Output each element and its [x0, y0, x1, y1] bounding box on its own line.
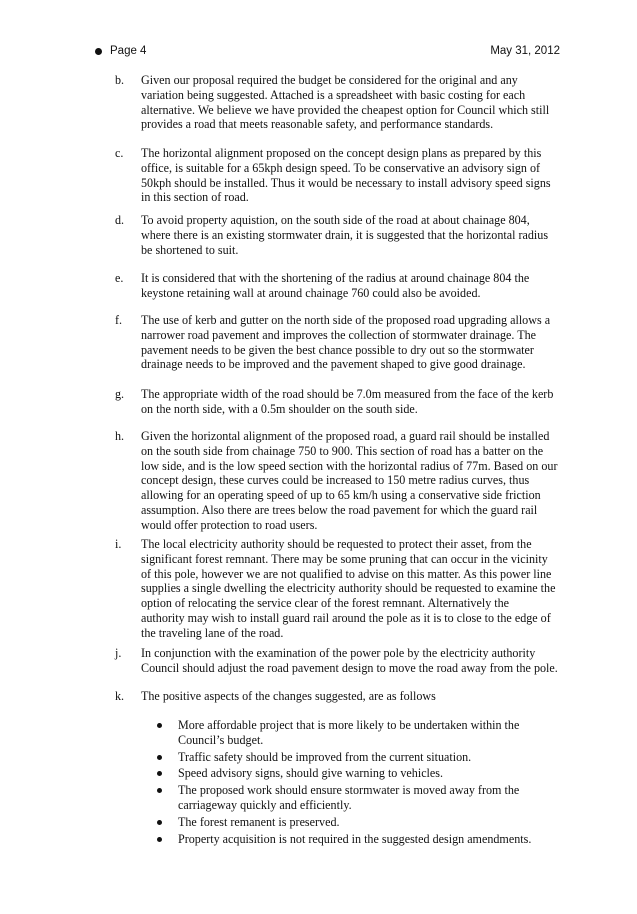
bullet-icon [157, 788, 162, 793]
bullet-item [156, 718, 556, 748]
item-letter: e. [115, 271, 124, 285]
page-header [95, 45, 560, 57]
item-letter: c. [115, 146, 124, 160]
bullet-item [156, 832, 556, 847]
item-f [115, 313, 555, 372]
item-text [141, 387, 555, 417]
text-line: The local electricity authority should be requested to protect their asset, from the [141, 537, 532, 551]
bullet-line: The proposed work should ensure stormwater is moved away from the [178, 783, 520, 798]
text-line: narrower road pavement and improves the collection of stormwater drainage. The [141, 327, 537, 342]
text-line: Given the horizontal alignment of the proposed road, a guard rail should be installed [141, 429, 550, 443]
document-date: May 31, 2012 [490, 45, 560, 57]
item-g [115, 387, 555, 417]
bullet-icon [157, 755, 162, 760]
text-line: To avoid property aquistion, on the south side of the road at about chainage 804, [141, 213, 530, 227]
item-letter: g. [115, 387, 125, 401]
bullet-line: Council’s budget. [178, 732, 264, 747]
positive-aspects-list [156, 718, 556, 846]
text-line: variation being suggested. Attached is a spreadsheet with basic costing for each [141, 87, 526, 102]
text-line: The appropriate width of the road should be 7.0m measured from the face of the kerb [141, 387, 554, 401]
item-b [115, 73, 555, 132]
text-line: in this section of road. [141, 190, 249, 205]
text-line: The horizontal alignment proposed on the concept design plans as prepared by this [141, 146, 542, 160]
bullet-item [156, 750, 556, 765]
bullet-line: Speed advisory signs, should give warning to vehicles. [178, 766, 444, 781]
text-line: concept design, these curves could be increased to 150 metre radius curves, thus [141, 473, 530, 488]
item-letter: h. [115, 429, 125, 443]
text-line: supplies a single dwelling the electricity authority should be requested to examine the [141, 581, 556, 596]
bullet-icon [157, 837, 162, 842]
text-line: drainage needs to be improved and the pavement shaped to give good drainage. [141, 357, 526, 372]
text-line: of this pole, however we are not qualified to advise on this matter. As this power line [141, 566, 552, 581]
text-line: low side, and is the low speed section with the horizontal radius of 77m. Based on our [141, 458, 558, 473]
text-line: office, is suitable for a 65kph design speed. To be conservative an advisory sign of [141, 160, 541, 175]
bullet-line: carriageway quickly and efficiently. [178, 797, 352, 812]
text-line: In conjunction with the examination of the power pole by the electricity authority [141, 646, 536, 660]
bullet-icon [157, 723, 162, 728]
item-letter: f. [115, 313, 123, 327]
bullet-icon [157, 771, 162, 776]
text-line: authority may wish to install guard rail around the pole as it is to close to the edge of [141, 610, 551, 625]
item-i [115, 537, 555, 641]
item-e [115, 271, 555, 301]
text-line: the traveling lane of the road. [141, 625, 284, 640]
text-line: keystone retaining wall at around chainage 760 could also be avoided. [141, 285, 481, 300]
item-text [141, 146, 555, 205]
item-h [115, 429, 558, 533]
item-letter: b. [115, 73, 125, 87]
page-number: Page 4 [110, 45, 147, 57]
text-line: significant forest remnant. There may be some pruning that can occur in the vicinity [141, 551, 548, 566]
item-text [141, 271, 555, 301]
text-line: be shortened to suit. [141, 242, 239, 257]
item-letter: d. [115, 213, 125, 227]
text-line: allowing for an operating speed of up to 65 km/h using a conservative side friction [141, 488, 541, 503]
bullet-line: More affordable project that is more likely to be undertaken within the [178, 718, 520, 732]
page-indicator [95, 45, 146, 57]
text-line: provides a road that meets reasonable safety, and performance standards. [141, 117, 494, 132]
bullet-icon [157, 820, 162, 825]
text-line: The positive aspects of the changes suggested, are as follows [141, 689, 436, 703]
text-line: assumption. Also there are trees below the road pavement for which the guard rail [141, 502, 538, 517]
text-line: option of relocating the service clear of the forest remnant. Alternatively the [141, 596, 510, 611]
text-line: Council should adjust the road pavement design to move the road away from the pole. [141, 660, 558, 675]
text-line: on the north side, with a 0.5m shoulder on the south side. [141, 401, 418, 416]
bullet-line: Property acquisition is not required in the suggested design amendments. [178, 831, 532, 846]
text-line: alternative. We believe we have provided the cheapest option for Council which still [141, 102, 550, 117]
bullet-icon [95, 48, 102, 55]
bullet-item [156, 815, 556, 830]
item-letter: j. [115, 646, 122, 660]
text-line: where there is an existing stormwater drain, it is suggested that the horizontal radius [141, 227, 549, 242]
item-letter: i. [115, 537, 122, 551]
text-line: The use of kerb and gutter on the north side of the proposed road upgrading allows a [141, 313, 551, 327]
bullet-item [156, 766, 556, 781]
text-line: would offer protection to road users. [141, 517, 318, 532]
item-text [141, 213, 555, 257]
bullet-line: Traffic safety should be improved from the current situation. [178, 749, 472, 764]
text-line: pavement needs to be given the best chance possible to dry out so the stormwater [141, 342, 534, 357]
item-text [141, 73, 555, 132]
item-text [141, 689, 555, 704]
item-text [141, 537, 555, 641]
item-text [141, 646, 558, 676]
item-text [141, 313, 555, 372]
bullet-item [156, 783, 556, 813]
item-k [115, 689, 555, 704]
item-text [141, 429, 558, 533]
item-letter: k. [115, 689, 125, 703]
text-line: Given our proposal required the budget be considered for the original and any [141, 73, 518, 87]
text-line: It is considered that with the shortening of the radius at around chainage 804 the [141, 271, 530, 285]
text-line: 50kph should be installed. Thus it would be necessary to install advisory speed signs [141, 175, 551, 190]
text-line: on the south side from chainage 750 to 900. This section of road has a batter on the [141, 443, 544, 458]
item-c [115, 146, 555, 205]
bullet-line: The forest remanent is preserved. [178, 814, 340, 829]
item-j [115, 646, 558, 676]
item-d [115, 213, 555, 257]
